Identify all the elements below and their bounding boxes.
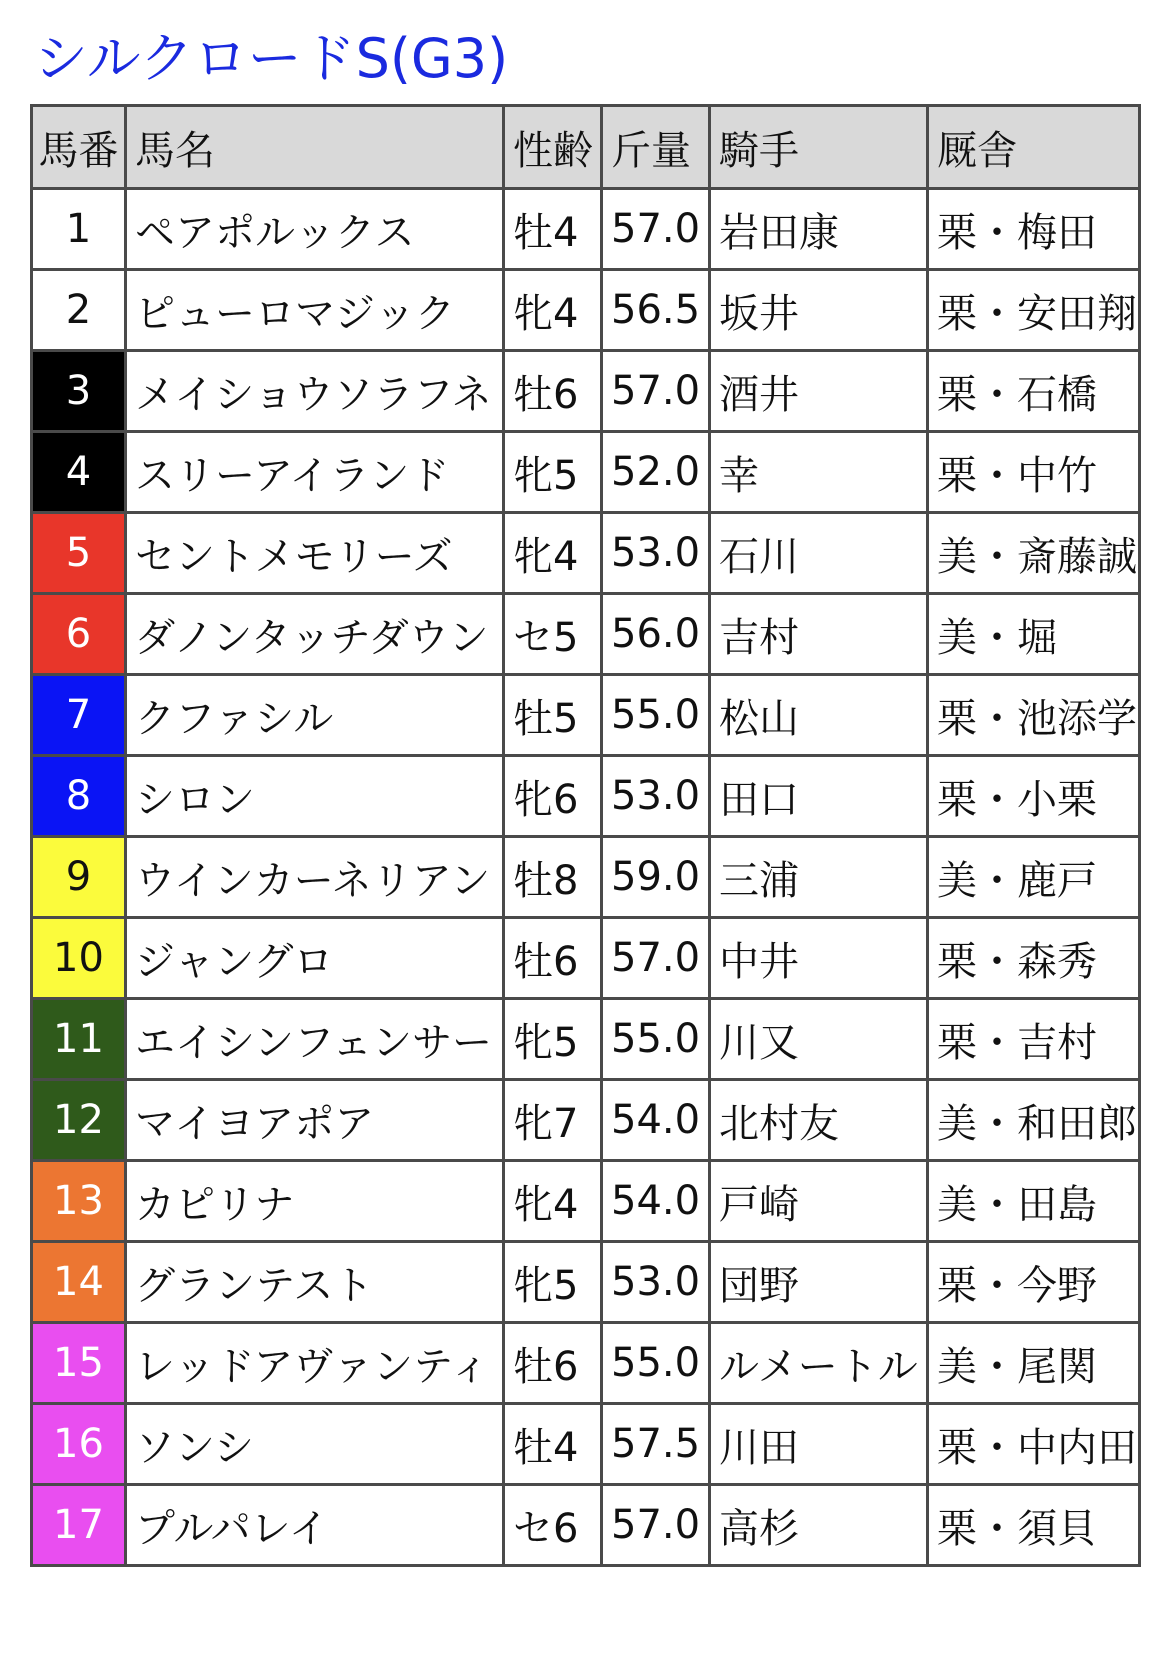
weight-cell: 55.0 [602, 675, 710, 756]
horse-number-cell: 8 [32, 756, 126, 837]
sex-age-cell: 牝4 [504, 513, 602, 594]
horse-number-cell: 6 [32, 594, 126, 675]
horse-number-cell: 5 [32, 513, 126, 594]
jockey-cell: 石川 [710, 513, 928, 594]
stable-cell: 栗・池添学 [928, 675, 1140, 756]
jockey-cell: 田口 [710, 756, 928, 837]
header-sex-age: 性齢 [504, 106, 602, 189]
horse-number-cell: 16 [32, 1404, 126, 1485]
table-row [32, 756, 1140, 837]
table-row [32, 1485, 1140, 1566]
page-title: シルクロードS(G3) [34, 27, 509, 90]
stable-cell: 栗・石橋 [928, 351, 1140, 432]
stable-cell: 栗・梅田 [928, 189, 1140, 270]
sex-age-cell: 牝4 [504, 1161, 602, 1242]
weight-cell: 57.5 [602, 1404, 710, 1485]
table-row [32, 270, 1140, 351]
horse-name-cell: シロン [126, 756, 504, 837]
weight-cell: 57.0 [602, 918, 710, 999]
sex-age-cell: 牡6 [504, 1323, 602, 1404]
weight-cell: 54.0 [602, 1080, 710, 1161]
horse-name-cell: ウインカーネリアン [126, 837, 504, 918]
horse-name-cell: グランテスト [126, 1242, 504, 1323]
weight-cell: 57.0 [602, 351, 710, 432]
jockey-cell: 酒井 [710, 351, 928, 432]
jockey-cell: 川又 [710, 999, 928, 1080]
table-row [32, 1161, 1140, 1242]
stable-cell: 栗・今野 [928, 1242, 1140, 1323]
weight-cell: 54.0 [602, 1161, 710, 1242]
horse-name-cell: カピリナ [126, 1161, 504, 1242]
jockey-cell: 松山 [710, 675, 928, 756]
header-weight: 斤量 [602, 106, 710, 189]
jockey-cell: ルメートル [710, 1323, 928, 1404]
table-row [32, 918, 1140, 999]
weight-cell: 57.0 [602, 1485, 710, 1566]
stable-cell: 栗・森秀 [928, 918, 1140, 999]
stable-cell: 美・鹿戸 [928, 837, 1140, 918]
stable-cell: 美・田島 [928, 1161, 1140, 1242]
sex-age-cell: 牡4 [504, 189, 602, 270]
jockey-cell: 幸 [710, 432, 928, 513]
horse-name-cell: ダノンタッチダウン [126, 594, 504, 675]
table-row [32, 837, 1140, 918]
sex-age-cell: セ5 [504, 594, 602, 675]
table-row [32, 675, 1140, 756]
horse-number-cell: 15 [32, 1323, 126, 1404]
horse-name-cell: スリーアイランド [126, 432, 504, 513]
table-row [32, 1242, 1140, 1323]
horse-name-cell: クファシル [126, 675, 504, 756]
weight-cell: 56.0 [602, 594, 710, 675]
weight-cell: 53.0 [602, 513, 710, 594]
stable-cell: 栗・中内田 [928, 1404, 1140, 1485]
horse-number-cell: 11 [32, 999, 126, 1080]
weight-cell: 59.0 [602, 837, 710, 918]
horse-number-cell: 1 [32, 189, 126, 270]
stable-cell: 栗・中竹 [928, 432, 1140, 513]
sex-age-cell: 牝6 [504, 756, 602, 837]
sex-age-cell: 牝5 [504, 1242, 602, 1323]
header-horse-name: 馬名 [126, 106, 504, 189]
stable-cell: 栗・安田翔 [928, 270, 1140, 351]
header-jockey: 騎手 [710, 106, 928, 189]
weight-cell: 53.0 [602, 756, 710, 837]
sex-age-cell: 牝7 [504, 1080, 602, 1161]
sex-age-cell: 牝5 [504, 999, 602, 1080]
horse-number-cell: 3 [32, 351, 126, 432]
table-row [32, 432, 1140, 513]
sex-age-cell: 牡6 [504, 918, 602, 999]
horse-number-cell: 10 [32, 918, 126, 999]
horse-number-cell: 17 [32, 1485, 126, 1566]
horse-number-cell: 7 [32, 675, 126, 756]
horse-name-cell: ペアポルックス [126, 189, 504, 270]
horse-number-cell: 14 [32, 1242, 126, 1323]
jockey-cell: 北村友 [710, 1080, 928, 1161]
horse-name-cell: マイヨアポア [126, 1080, 504, 1161]
weight-cell: 55.0 [602, 999, 710, 1080]
stable-cell: 栗・須貝 [928, 1485, 1140, 1566]
sex-age-cell: 牡8 [504, 837, 602, 918]
horse-number-cell: 12 [32, 1080, 126, 1161]
stable-cell: 美・尾関 [928, 1323, 1140, 1404]
table-row [32, 513, 1140, 594]
jockey-cell: 坂井 [710, 270, 928, 351]
entries-body [32, 189, 1140, 1566]
table-row [32, 1080, 1140, 1161]
sex-age-cell: 牝4 [504, 270, 602, 351]
horse-name-cell: ピューロマジック [126, 270, 504, 351]
jockey-cell: 岩田康 [710, 189, 928, 270]
header-stable: 厩舎 [928, 106, 1140, 189]
horse-name-cell: エイシンフェンサー [126, 999, 504, 1080]
table-row [32, 999, 1140, 1080]
jockey-cell: 団野 [710, 1242, 928, 1323]
sex-age-cell: セ6 [504, 1485, 602, 1566]
table-row [32, 189, 1140, 270]
horse-name-cell: メイショウソラフネ [126, 351, 504, 432]
jockey-cell: 吉村 [710, 594, 928, 675]
sex-age-cell: 牝5 [504, 432, 602, 513]
jockey-cell: 川田 [710, 1404, 928, 1485]
jockey-cell: 戸崎 [710, 1161, 928, 1242]
horse-number-cell: 9 [32, 837, 126, 918]
sex-age-cell: 牡4 [504, 1404, 602, 1485]
entries-table [30, 104, 1141, 1567]
stable-cell: 栗・吉村 [928, 999, 1140, 1080]
stable-cell: 美・堀 [928, 594, 1140, 675]
jockey-cell: 中井 [710, 918, 928, 999]
table-row [32, 351, 1140, 432]
stable-cell: 栗・小栗 [928, 756, 1140, 837]
horse-name-cell: レッドアヴァンティ [126, 1323, 504, 1404]
header-row [32, 106, 1140, 189]
horse-number-cell: 2 [32, 270, 126, 351]
stable-cell: 美・斎藤誠 [928, 513, 1140, 594]
horse-name-cell: プルパレイ [126, 1485, 504, 1566]
weight-cell: 56.5 [602, 270, 710, 351]
horse-name-cell: セントメモリーズ [126, 513, 504, 594]
horse-number-cell: 13 [32, 1161, 126, 1242]
jockey-cell: 高杉 [710, 1485, 928, 1566]
sex-age-cell: 牡5 [504, 675, 602, 756]
jockey-cell: 三浦 [710, 837, 928, 918]
weight-cell: 57.0 [602, 189, 710, 270]
header-horse-number: 馬番 [32, 106, 126, 189]
table-row [32, 1404, 1140, 1485]
weight-cell: 52.0 [602, 432, 710, 513]
horse-name-cell: ジャングロ [126, 918, 504, 999]
table-row [32, 1323, 1140, 1404]
weight-cell: 55.0 [602, 1323, 710, 1404]
stable-cell: 美・和田郎 [928, 1080, 1140, 1161]
sex-age-cell: 牡6 [504, 351, 602, 432]
weight-cell: 53.0 [602, 1242, 710, 1323]
horse-number-cell: 4 [32, 432, 126, 513]
table-row [32, 594, 1140, 675]
horse-name-cell: ソンシ [126, 1404, 504, 1485]
